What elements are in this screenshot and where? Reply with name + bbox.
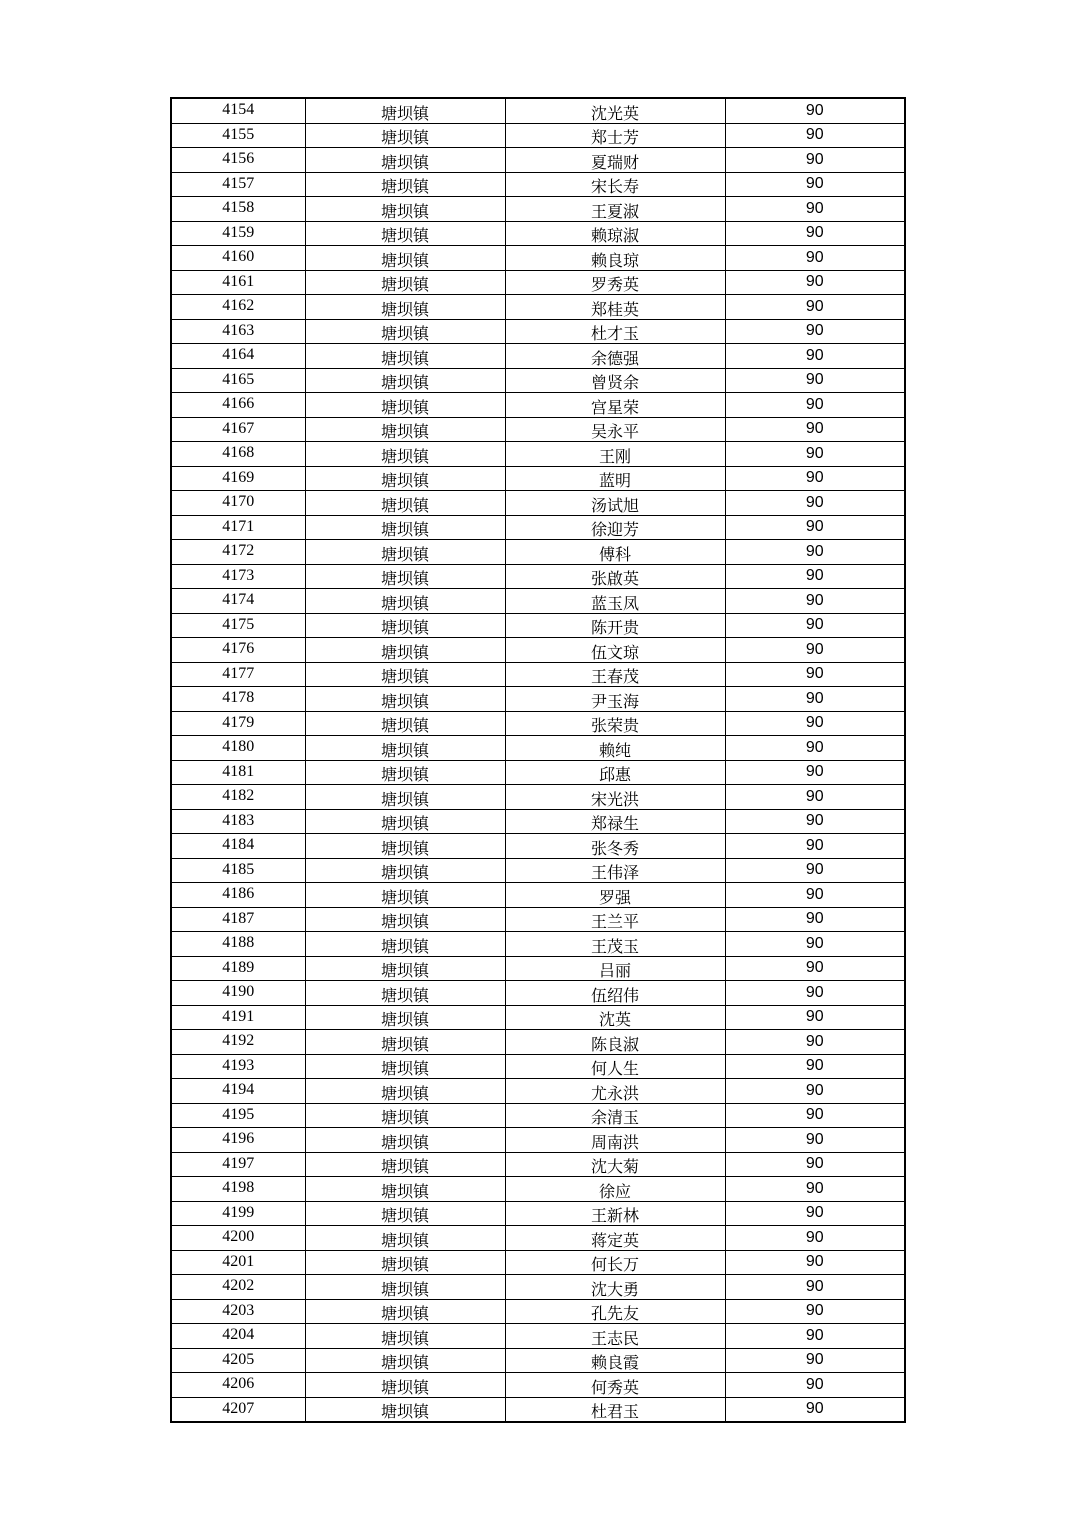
table-row (171, 1201, 905, 1226)
table-row (171, 834, 905, 859)
serial-number-cell: 4160 (171, 246, 305, 271)
person-name-cell: 何秀英 (505, 1373, 725, 1398)
serial-number-cell: 4192 (171, 1030, 305, 1055)
serial-number-cell: 4155 (171, 123, 305, 148)
town-cell: 塘坝镇 (305, 589, 505, 614)
town-cell: 塘坝镇 (305, 393, 505, 418)
table-row (171, 319, 905, 344)
person-name-cell: 周南洪 (505, 1128, 725, 1153)
person-name-cell: 郑士芳 (505, 123, 725, 148)
town-cell: 塘坝镇 (305, 270, 505, 295)
town-cell: 塘坝镇 (305, 1054, 505, 1079)
serial-number-cell: 4177 (171, 662, 305, 687)
person-name-cell: 何人生 (505, 1054, 725, 1079)
person-name-cell: 傅科 (505, 540, 725, 565)
table-row (171, 393, 905, 418)
town-cell: 塘坝镇 (305, 711, 505, 736)
amount-cell: 90 (725, 1226, 905, 1251)
person-name-cell: 王志民 (505, 1324, 725, 1349)
table-row (171, 883, 905, 908)
serial-number-cell: 4176 (171, 638, 305, 663)
person-name-cell: 王春茂 (505, 662, 725, 687)
town-cell: 塘坝镇 (305, 123, 505, 148)
town-cell: 塘坝镇 (305, 417, 505, 442)
town-cell: 塘坝镇 (305, 956, 505, 981)
serial-number-cell: 4207 (171, 1397, 305, 1422)
serial-number-cell: 4204 (171, 1324, 305, 1349)
amount-cell: 90 (725, 1030, 905, 1055)
table-row (171, 858, 905, 883)
amount-cell: 90 (725, 736, 905, 761)
table-row (171, 809, 905, 834)
serial-number-cell: 4174 (171, 589, 305, 614)
amount-cell: 90 (725, 1348, 905, 1373)
amount-cell: 90 (725, 858, 905, 883)
serial-number-cell: 4184 (171, 834, 305, 859)
amount-cell: 90 (725, 1373, 905, 1398)
town-cell: 塘坝镇 (305, 540, 505, 565)
amount-cell: 90 (725, 123, 905, 148)
serial-number-cell: 4172 (171, 540, 305, 565)
amount-cell: 90 (725, 442, 905, 467)
town-cell: 塘坝镇 (305, 662, 505, 687)
amount-cell: 90 (725, 638, 905, 663)
table-row (171, 638, 905, 663)
amount-cell: 90 (725, 1275, 905, 1300)
serial-number-cell: 4157 (171, 172, 305, 197)
amount-cell: 90 (725, 1201, 905, 1226)
person-name-cell: 余德强 (505, 344, 725, 369)
amount-cell: 90 (725, 344, 905, 369)
amount-cell: 90 (725, 662, 905, 687)
table-row (171, 711, 905, 736)
table-row (171, 1348, 905, 1373)
town-cell: 塘坝镇 (305, 1177, 505, 1202)
amount-cell: 90 (725, 417, 905, 442)
table-row (171, 466, 905, 491)
table-row (171, 172, 905, 197)
serial-number-cell: 4175 (171, 613, 305, 638)
town-cell: 塘坝镇 (305, 638, 505, 663)
town-cell: 塘坝镇 (305, 295, 505, 320)
person-name-cell: 伍文琼 (505, 638, 725, 663)
town-cell: 塘坝镇 (305, 1030, 505, 1055)
person-name-cell: 蒋定英 (505, 1226, 725, 1251)
table-row (171, 564, 905, 589)
serial-number-cell: 4198 (171, 1177, 305, 1202)
amount-cell: 90 (725, 1299, 905, 1324)
serial-number-cell: 4179 (171, 711, 305, 736)
person-name-cell: 张啟英 (505, 564, 725, 589)
person-name-cell: 尹玉海 (505, 687, 725, 712)
table-row (171, 760, 905, 785)
table-row (171, 368, 905, 393)
amount-cell: 90 (725, 1152, 905, 1177)
amount-cell: 90 (725, 1103, 905, 1128)
person-name-cell: 赖良琼 (505, 246, 725, 271)
amount-cell: 90 (725, 1054, 905, 1079)
person-name-cell: 宋光洪 (505, 785, 725, 810)
serial-number-cell: 4159 (171, 221, 305, 246)
serial-number-cell: 4173 (171, 564, 305, 589)
town-cell: 塘坝镇 (305, 491, 505, 516)
serial-number-cell: 4171 (171, 515, 305, 540)
person-name-cell: 宫星荣 (505, 393, 725, 418)
person-name-cell: 张荣贵 (505, 711, 725, 736)
person-name-cell: 徐应 (505, 1177, 725, 1202)
town-cell: 塘坝镇 (305, 1373, 505, 1398)
town-cell: 塘坝镇 (305, 1397, 505, 1422)
person-name-cell: 邱惠 (505, 760, 725, 785)
town-cell: 塘坝镇 (305, 1005, 505, 1030)
roster-table-body (171, 98, 905, 1422)
town-cell: 塘坝镇 (305, 1250, 505, 1275)
serial-number-cell: 4162 (171, 295, 305, 320)
serial-number-cell: 4182 (171, 785, 305, 810)
table-row (171, 1324, 905, 1349)
town-cell: 塘坝镇 (305, 442, 505, 467)
table-row (171, 1152, 905, 1177)
amount-cell: 90 (725, 613, 905, 638)
amount-cell: 90 (725, 564, 905, 589)
amount-cell: 90 (725, 760, 905, 785)
serial-number-cell: 4199 (171, 1201, 305, 1226)
person-name-cell: 蓝玉凤 (505, 589, 725, 614)
amount-cell: 90 (725, 270, 905, 295)
serial-number-cell: 4161 (171, 270, 305, 295)
table-row (171, 344, 905, 369)
town-cell: 塘坝镇 (305, 883, 505, 908)
serial-number-cell: 4187 (171, 907, 305, 932)
table-row (171, 785, 905, 810)
serial-number-cell: 4180 (171, 736, 305, 761)
person-name-cell: 尤永洪 (505, 1079, 725, 1104)
serial-number-cell: 4188 (171, 932, 305, 957)
serial-number-cell: 4167 (171, 417, 305, 442)
amount-cell: 90 (725, 368, 905, 393)
person-name-cell: 蓝明 (505, 466, 725, 491)
amount-cell: 90 (725, 1250, 905, 1275)
amount-cell: 90 (725, 466, 905, 491)
town-cell: 塘坝镇 (305, 834, 505, 859)
amount-cell: 90 (725, 711, 905, 736)
amount-cell: 90 (725, 172, 905, 197)
person-name-cell: 罗强 (505, 883, 725, 908)
person-name-cell: 孔先友 (505, 1299, 725, 1324)
person-name-cell: 吕丽 (505, 956, 725, 981)
amount-cell: 90 (725, 981, 905, 1006)
town-cell: 塘坝镇 (305, 809, 505, 834)
person-name-cell: 罗秀英 (505, 270, 725, 295)
table-row (171, 417, 905, 442)
table-row (171, 613, 905, 638)
table-row (171, 197, 905, 222)
town-cell: 塘坝镇 (305, 1324, 505, 1349)
table-row (171, 123, 905, 148)
amount-cell: 90 (725, 1128, 905, 1153)
person-name-cell: 张冬秀 (505, 834, 725, 859)
town-cell: 塘坝镇 (305, 221, 505, 246)
table-row (171, 295, 905, 320)
serial-number-cell: 4166 (171, 393, 305, 418)
serial-number-cell: 4165 (171, 368, 305, 393)
serial-number-cell: 4206 (171, 1373, 305, 1398)
town-cell: 塘坝镇 (305, 613, 505, 638)
table-row (171, 736, 905, 761)
amount-cell: 90 (725, 295, 905, 320)
amount-cell: 90 (725, 1005, 905, 1030)
serial-number-cell: 4200 (171, 1226, 305, 1251)
town-cell: 塘坝镇 (305, 344, 505, 369)
amount-cell: 90 (725, 221, 905, 246)
person-name-cell: 郑桂英 (505, 295, 725, 320)
serial-number-cell: 4156 (171, 148, 305, 173)
serial-number-cell: 4205 (171, 1348, 305, 1373)
amount-cell: 90 (725, 98, 905, 123)
amount-cell: 90 (725, 883, 905, 908)
town-cell: 塘坝镇 (305, 197, 505, 222)
table-row (171, 956, 905, 981)
amount-cell: 90 (725, 197, 905, 222)
town-cell: 塘坝镇 (305, 760, 505, 785)
table-row (171, 662, 905, 687)
table-row (171, 1005, 905, 1030)
serial-number-cell: 4154 (171, 98, 305, 123)
person-name-cell: 陈开贵 (505, 613, 725, 638)
amount-cell: 90 (725, 1177, 905, 1202)
person-name-cell: 王伟泽 (505, 858, 725, 883)
table-row (171, 246, 905, 271)
person-name-cell: 徐迎芳 (505, 515, 725, 540)
table-row (171, 1177, 905, 1202)
town-cell: 塘坝镇 (305, 736, 505, 761)
serial-number-cell: 4203 (171, 1299, 305, 1324)
serial-number-cell: 4158 (171, 197, 305, 222)
table-row (171, 442, 905, 467)
table-row (171, 1103, 905, 1128)
person-name-cell: 郑禄生 (505, 809, 725, 834)
serial-number-cell: 4191 (171, 1005, 305, 1030)
amount-cell: 90 (725, 809, 905, 834)
amount-cell: 90 (725, 932, 905, 957)
table-row (171, 540, 905, 565)
table-row (171, 589, 905, 614)
serial-number-cell: 4181 (171, 760, 305, 785)
table-row (171, 491, 905, 516)
person-name-cell: 曾贤余 (505, 368, 725, 393)
town-cell: 塘坝镇 (305, 1299, 505, 1324)
serial-number-cell: 4183 (171, 809, 305, 834)
table-row (171, 932, 905, 957)
town-cell: 塘坝镇 (305, 907, 505, 932)
amount-cell: 90 (725, 1079, 905, 1104)
serial-number-cell: 4185 (171, 858, 305, 883)
town-cell: 塘坝镇 (305, 172, 505, 197)
person-name-cell: 王刚 (505, 442, 725, 467)
amount-cell: 90 (725, 1324, 905, 1349)
amount-cell: 90 (725, 1397, 905, 1422)
person-name-cell: 伍绍伟 (505, 981, 725, 1006)
town-cell: 塘坝镇 (305, 1275, 505, 1300)
town-cell: 塘坝镇 (305, 858, 505, 883)
table-row (171, 907, 905, 932)
person-name-cell: 夏瑞财 (505, 148, 725, 173)
serial-number-cell: 4193 (171, 1054, 305, 1079)
table-row (171, 1373, 905, 1398)
person-name-cell: 余清玉 (505, 1103, 725, 1128)
person-name-cell: 王兰平 (505, 907, 725, 932)
table-row (171, 687, 905, 712)
serial-number-cell: 4201 (171, 1250, 305, 1275)
person-name-cell: 汤试旭 (505, 491, 725, 516)
town-cell: 塘坝镇 (305, 1201, 505, 1226)
amount-cell: 90 (725, 785, 905, 810)
person-name-cell: 沈大勇 (505, 1275, 725, 1300)
serial-number-cell: 4189 (171, 956, 305, 981)
table-row (171, 981, 905, 1006)
table-row (171, 98, 905, 123)
town-cell: 塘坝镇 (305, 564, 505, 589)
town-cell: 塘坝镇 (305, 1079, 505, 1104)
town-cell: 塘坝镇 (305, 687, 505, 712)
amount-cell: 90 (725, 907, 905, 932)
table-row (171, 1128, 905, 1153)
amount-cell: 90 (725, 540, 905, 565)
town-cell: 塘坝镇 (305, 515, 505, 540)
table-row (171, 148, 905, 173)
serial-number-cell: 4168 (171, 442, 305, 467)
town-cell: 塘坝镇 (305, 466, 505, 491)
person-name-cell: 宋长寿 (505, 172, 725, 197)
amount-cell: 90 (725, 687, 905, 712)
amount-cell: 90 (725, 589, 905, 614)
table-row (171, 270, 905, 295)
person-name-cell: 杜君玉 (505, 1397, 725, 1422)
amount-cell: 90 (725, 491, 905, 516)
person-name-cell: 赖良霞 (505, 1348, 725, 1373)
amount-cell: 90 (725, 834, 905, 859)
person-name-cell: 王新林 (505, 1201, 725, 1226)
person-name-cell: 赖琼淑 (505, 221, 725, 246)
roster-table (170, 97, 906, 1423)
serial-number-cell: 4194 (171, 1079, 305, 1104)
table-row (171, 1250, 905, 1275)
amount-cell: 90 (725, 393, 905, 418)
person-name-cell: 赖纯 (505, 736, 725, 761)
table-row (171, 515, 905, 540)
person-name-cell: 沈大菊 (505, 1152, 725, 1177)
amount-cell: 90 (725, 319, 905, 344)
table-row (171, 1030, 905, 1055)
serial-number-cell: 4186 (171, 883, 305, 908)
town-cell: 塘坝镇 (305, 319, 505, 344)
serial-number-cell: 4197 (171, 1152, 305, 1177)
person-name-cell: 吴永平 (505, 417, 725, 442)
town-cell: 塘坝镇 (305, 148, 505, 173)
amount-cell: 90 (725, 148, 905, 173)
amount-cell: 90 (725, 515, 905, 540)
serial-number-cell: 4178 (171, 687, 305, 712)
town-cell: 塘坝镇 (305, 1128, 505, 1153)
table-row (171, 1299, 905, 1324)
town-cell: 塘坝镇 (305, 932, 505, 957)
table-row (171, 1275, 905, 1300)
town-cell: 塘坝镇 (305, 246, 505, 271)
table-row (171, 1079, 905, 1104)
table-row (171, 221, 905, 246)
serial-number-cell: 4190 (171, 981, 305, 1006)
serial-number-cell: 4163 (171, 319, 305, 344)
serial-number-cell: 4202 (171, 1275, 305, 1300)
town-cell: 塘坝镇 (305, 1348, 505, 1373)
table-row (171, 1226, 905, 1251)
serial-number-cell: 4169 (171, 466, 305, 491)
serial-number-cell: 4164 (171, 344, 305, 369)
amount-cell: 90 (725, 246, 905, 271)
serial-number-cell: 4195 (171, 1103, 305, 1128)
town-cell: 塘坝镇 (305, 368, 505, 393)
table-row (171, 1054, 905, 1079)
town-cell: 塘坝镇 (305, 1152, 505, 1177)
person-name-cell: 沈光英 (505, 98, 725, 123)
person-name-cell: 何长万 (505, 1250, 725, 1275)
town-cell: 塘坝镇 (305, 785, 505, 810)
person-name-cell: 陈良淑 (505, 1030, 725, 1055)
person-name-cell: 沈英 (505, 1005, 725, 1030)
serial-number-cell: 4170 (171, 491, 305, 516)
table-row (171, 1397, 905, 1422)
town-cell: 塘坝镇 (305, 981, 505, 1006)
town-cell: 塘坝镇 (305, 1226, 505, 1251)
amount-cell: 90 (725, 956, 905, 981)
serial-number-cell: 4196 (171, 1128, 305, 1153)
town-cell: 塘坝镇 (305, 98, 505, 123)
person-name-cell: 杜才玉 (505, 319, 725, 344)
person-name-cell: 王茂玉 (505, 932, 725, 957)
person-name-cell: 王夏淑 (505, 197, 725, 222)
town-cell: 塘坝镇 (305, 1103, 505, 1128)
